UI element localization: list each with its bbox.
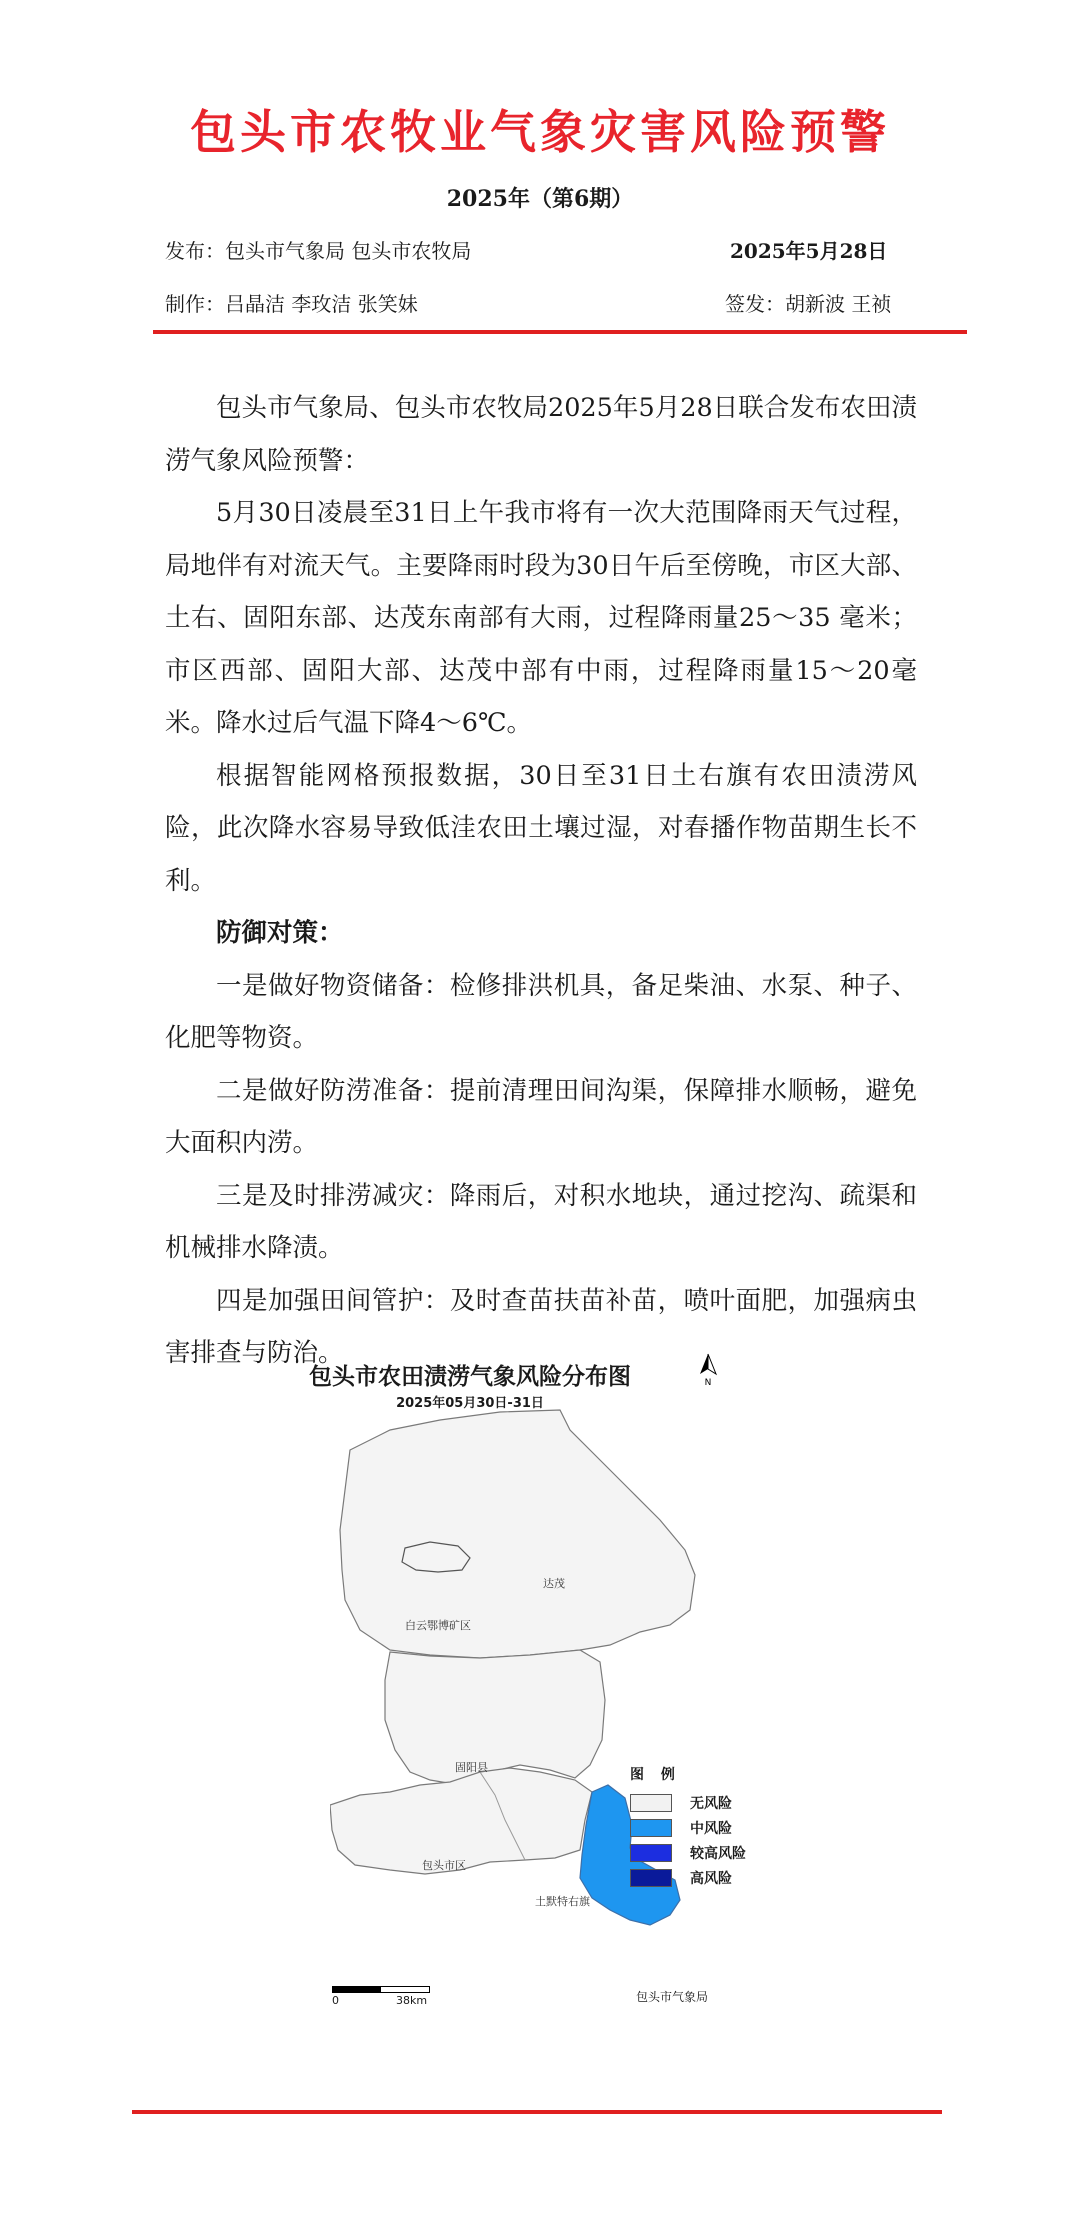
scale-start: 0 <box>332 1994 339 2007</box>
map-date: 2025年05月30日-31日 <box>396 1396 544 1411</box>
publish-date: 2025年5月28日 <box>730 239 888 263</box>
scale-end: 38km <box>396 1994 428 2007</box>
legend-swatch <box>630 1869 672 1887</box>
legend-label: 中风险 <box>690 1820 732 1837</box>
legend-swatch <box>630 1794 672 1812</box>
legend-swatch <box>630 1844 672 1862</box>
measure-2: 二是做好防涝准备：提前清理田间沟渠，保障排水顺畅，避免大面积内涝。 <box>165 1075 917 1158</box>
legend-label: 无风险 <box>690 1795 732 1812</box>
legend-title: 图 例 <box>630 1767 681 1783</box>
label-tuyou: 土默特右旗 <box>535 1895 590 1908</box>
measures-heading: 防御对策： <box>216 918 344 948</box>
body-text <box>165 382 917 1380</box>
map-legend <box>630 1764 746 1890</box>
region-guyang <box>385 1650 605 1785</box>
risk-map <box>330 1400 710 1980</box>
measure-1: 一是做好物资储备：检修排洪机具，备足柴油、水泵、种子、化肥等物资。 <box>165 970 917 1053</box>
legend-item <box>630 1815 746 1840</box>
footer-rule <box>132 2110 942 2114</box>
svg-text:N: N <box>704 1378 712 1388</box>
scale-bar <box>332 1986 440 2006</box>
legend-item <box>630 1865 746 1890</box>
legend-swatch <box>630 1819 672 1837</box>
intro-paragraph: 包头市气象局、包头市农牧局2025年5月28日联合发布农田渍涝气象风险预警： <box>165 393 917 476</box>
publisher: 发布：包头市气象局 包头市农牧局 <box>165 239 472 263</box>
risk-paragraph: 根据智能网格预报数据，30日至31日土右旗有农田渍涝风险，此次降水容易导致低洼农田土壤过湿，对春播作物苗期生长不利。 <box>165 760 917 896</box>
measure-4: 四是加强田间管护：及时查苗扶苗补苗，喷叶面肥，加强病虫害排查与防治。 <box>165 1285 917 1368</box>
legend-label: 高风险 <box>690 1870 732 1887</box>
signers: 签发：胡新波 王祯 <box>725 292 892 316</box>
map-source: 包头市气象局 <box>636 1990 709 2004</box>
label-guyang: 固阳县 <box>455 1761 488 1774</box>
label-damao: 达茂 <box>543 1577 565 1590</box>
document-title: 包头市农牧业气象灾害风险预警 <box>190 105 890 159</box>
label-baiyun: 白云鄂博矿区 <box>405 1619 471 1632</box>
measure-3: 三是及时排涝减灾：降雨后，对积水地块，通过挖沟、疏渠和机械排水降渍。 <box>165 1180 917 1263</box>
header-rule <box>153 330 967 334</box>
makers: 制作：吕晶洁 李玫洁 张笑妹 <box>165 292 418 316</box>
legend-item <box>630 1790 746 1815</box>
legend-label: 较高风险 <box>690 1845 746 1862</box>
label-baotou: 包头市区 <box>422 1859 466 1872</box>
issue-number: 2025年（第6期） <box>446 186 634 212</box>
north-arrow-icon <box>695 1352 721 1388</box>
weather-paragraph: 5月30日凌晨至31日上午我市将有一次大范围降雨天气过程，局地伴有对流天气。主要降雨时段为30日午后至傍晚，市区大部、土右、固阳东部、达茂东南部有大雨，过程降雨量25～35 毫米；市区西部、固阳大部、达茂中部有中雨，过程降雨量15～20毫米。降水过后气温下降4～6℃。 <box>165 498 917 738</box>
region-damao <box>340 1410 695 1658</box>
legend-item <box>630 1840 746 1865</box>
map-title: 包头市农田渍涝气象风险分布图 <box>309 1364 631 1390</box>
